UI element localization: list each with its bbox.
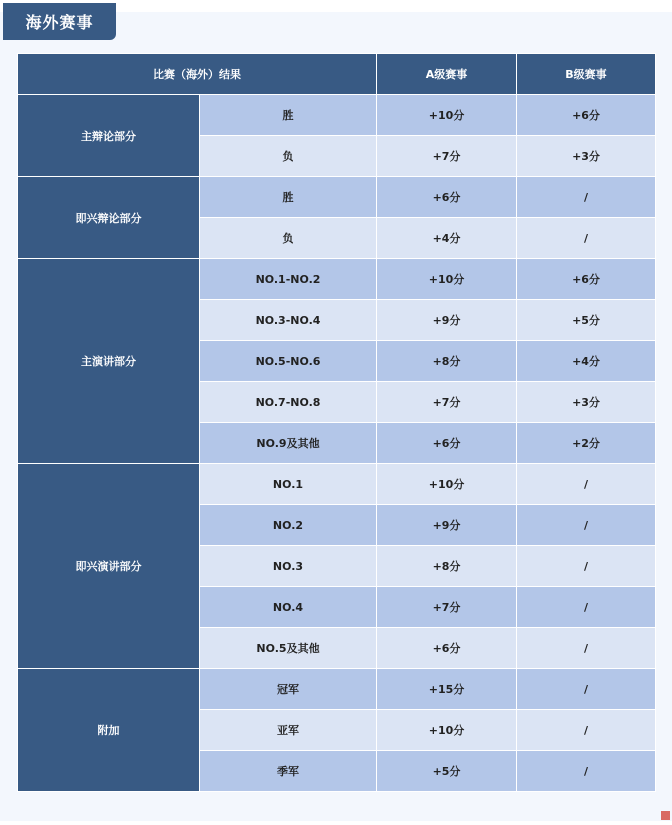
- a-level-score-cell: +15分: [377, 669, 517, 710]
- b-level-score-cell: /: [517, 751, 656, 792]
- result-item-cell: 胜: [200, 95, 377, 136]
- result-item-cell: 负: [200, 218, 377, 259]
- result-item-cell: NO.5及其他: [200, 628, 377, 669]
- result-item-cell: NO.1: [200, 464, 377, 505]
- result-item-cell: NO.4: [200, 587, 377, 628]
- result-item-cell: NO.3: [200, 546, 377, 587]
- score-table: [17, 53, 656, 792]
- a-level-score-cell: +7分: [377, 382, 517, 423]
- b-level-score-cell: /: [517, 546, 656, 587]
- a-level-score-cell: +8分: [377, 341, 517, 382]
- a-level-score-cell: +9分: [377, 300, 517, 341]
- b-level-score-cell: +3分: [517, 382, 656, 423]
- result-item-cell: NO.7-NO.8: [200, 382, 377, 423]
- result-item-cell: 冠军: [200, 669, 377, 710]
- table-row: [18, 177, 656, 218]
- b-level-score-cell: /: [517, 505, 656, 546]
- a-level-score-cell: +6分: [377, 177, 517, 218]
- group-label: 即兴演讲部分: [18, 464, 200, 669]
- section-title: 海外赛事: [3, 3, 116, 40]
- result-item-cell: 亚军: [200, 710, 377, 751]
- b-level-score-cell: /: [517, 628, 656, 669]
- b-level-score-cell: /: [517, 464, 656, 505]
- a-level-score-cell: +9分: [377, 505, 517, 546]
- table-body: [18, 95, 656, 792]
- b-level-score-cell: +2分: [517, 423, 656, 464]
- result-item-cell: NO.2: [200, 505, 377, 546]
- column-header-b-level: B级赛事: [517, 54, 656, 95]
- group-label: 主辩论部分: [18, 95, 200, 177]
- table-row: [18, 669, 656, 710]
- group-label: 即兴辩论部分: [18, 177, 200, 259]
- group-label: 附加: [18, 669, 200, 792]
- b-level-score-cell: +6分: [517, 95, 656, 136]
- column-header-a-level: A级赛事: [377, 54, 517, 95]
- result-item-cell: 负: [200, 136, 377, 177]
- a-level-score-cell: +5分: [377, 751, 517, 792]
- group-label: 主演讲部分: [18, 259, 200, 464]
- b-level-score-cell: /: [517, 710, 656, 751]
- a-level-score-cell: +10分: [377, 710, 517, 751]
- b-level-score-cell: /: [517, 177, 656, 218]
- b-level-score-cell: +4分: [517, 341, 656, 382]
- table-row: [18, 259, 656, 300]
- b-level-score-cell: /: [517, 669, 656, 710]
- result-item-cell: 季军: [200, 751, 377, 792]
- a-level-score-cell: +10分: [377, 259, 517, 300]
- table-row: [18, 95, 656, 136]
- table-row: [18, 464, 656, 505]
- b-level-score-cell: +6分: [517, 259, 656, 300]
- a-level-score-cell: +7分: [377, 136, 517, 177]
- b-level-score-cell: +3分: [517, 136, 656, 177]
- result-item-cell: NO.9及其他: [200, 423, 377, 464]
- result-item-cell: 胜: [200, 177, 377, 218]
- result-item-cell: NO.3-NO.4: [200, 300, 377, 341]
- corner-marker: [661, 811, 670, 820]
- result-item-cell: NO.5-NO.6: [200, 341, 377, 382]
- a-level-score-cell: +8分: [377, 546, 517, 587]
- b-level-score-cell: /: [517, 587, 656, 628]
- a-level-score-cell: +6分: [377, 628, 517, 669]
- a-level-score-cell: +7分: [377, 587, 517, 628]
- b-level-score-cell: +5分: [517, 300, 656, 341]
- a-level-score-cell: +4分: [377, 218, 517, 259]
- column-header-result: 比赛（海外）结果: [18, 54, 377, 95]
- table-header-row: [18, 54, 656, 95]
- result-item-cell: NO.1-NO.2: [200, 259, 377, 300]
- a-level-score-cell: +10分: [377, 464, 517, 505]
- a-level-score-cell: +6分: [377, 423, 517, 464]
- a-level-score-cell: +10分: [377, 95, 517, 136]
- b-level-score-cell: /: [517, 218, 656, 259]
